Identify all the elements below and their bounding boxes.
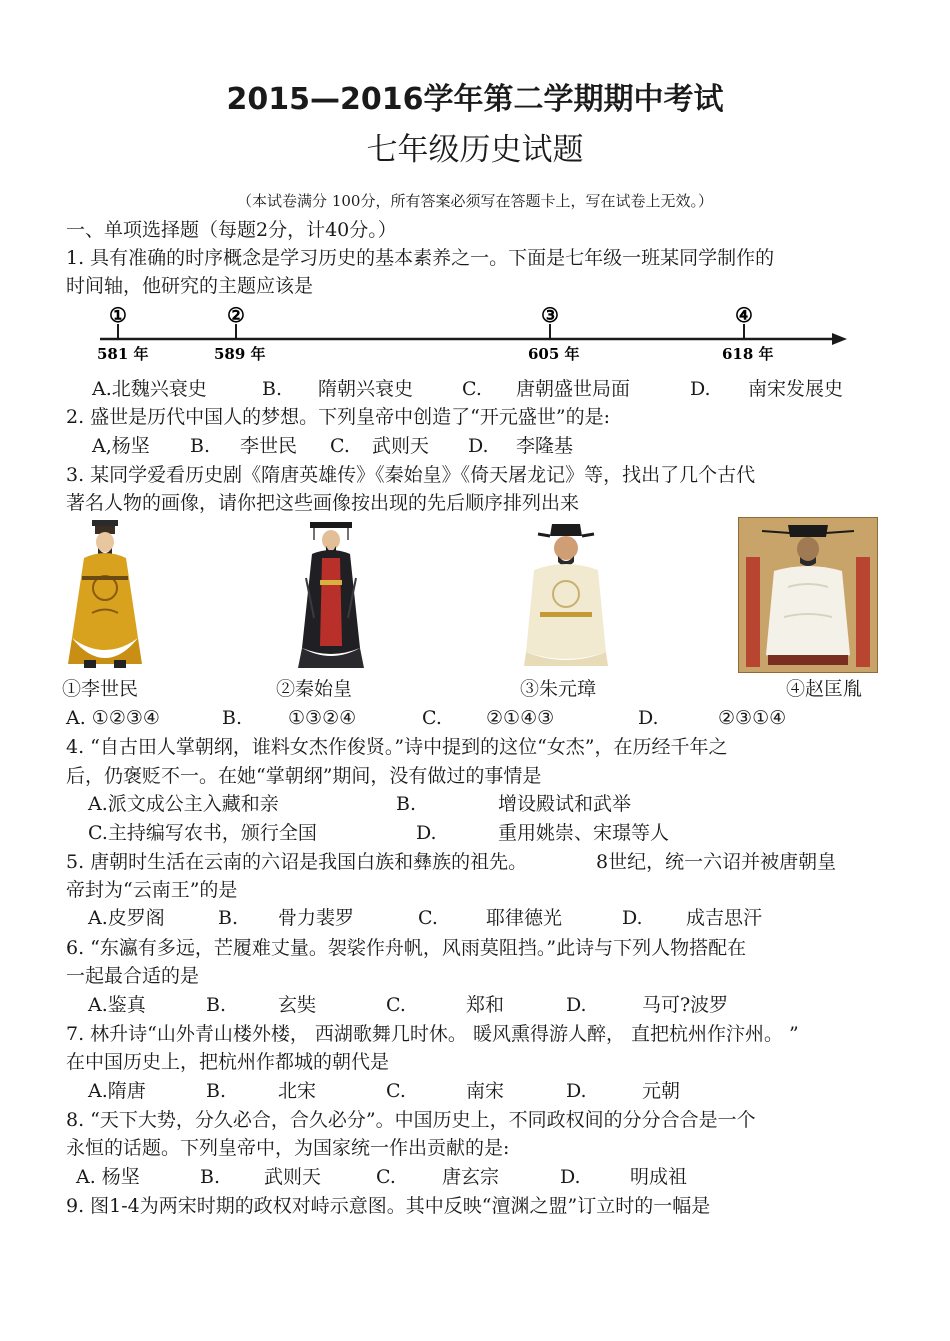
q4-line1: 4. “自古田人掌朝纲，谁料女杰作俊贤。”诗中提到的这位“女杰”，在历经千年之 (66, 736, 728, 758)
timeline-mark-4 (722, 303, 774, 363)
q1-option-c-letter[interactable]: C. (462, 378, 482, 400)
exam-subtitle: 七年级历史试题 (366, 132, 584, 168)
portrait-qin-shihuang (292, 518, 370, 670)
portrait-li-shimin (62, 518, 148, 670)
q1-line1: 1. 具有准确的时序概念是学习历史的基本素养之一。下面是七年级一班某同学制作的 (66, 247, 775, 269)
q5-option-a[interactable]: A.皮罗阁 (88, 907, 165, 929)
q6-option-b[interactable]: 玄奘 (278, 994, 317, 1016)
q5-option-c[interactable]: 耶律德光 (486, 907, 563, 929)
q5-line1: 5. 唐朝时生活在云南的六诏是我国白族和彝族的祖先。 (66, 851, 528, 873)
q5-option-b[interactable]: 骨力裴罗 (278, 907, 355, 929)
q1-option-b[interactable]: 隋朝兴衰史 (318, 378, 414, 400)
q1-option-b-letter[interactable]: B. (262, 378, 283, 400)
q2-option-b[interactable]: 李世民 (240, 435, 298, 457)
q8-option-c[interactable]: 唐玄宗 (442, 1166, 500, 1188)
q5-line1-continued: 8世纪，统一六诏并被唐朝皇 (596, 851, 837, 873)
q1-option-c[interactable]: 唐朝盛世局面 (516, 378, 631, 400)
q6-option-b-letter[interactable]: B. (206, 994, 227, 1016)
q2-option-b-letter[interactable]: B. (190, 435, 211, 457)
q2-line1: 2. 盛世是历代中国人的梦想。下列皇帝中创造了“开元盛世”的是: (66, 406, 610, 428)
q7-option-d[interactable]: 元朝 (642, 1080, 681, 1102)
q3-line1: 3. 某同学爱看历史剧《隋唐英雄传》《秦始皇》《倚天屠龙记》等，找出了几个古代 (66, 464, 756, 486)
q4-option-b[interactable]: 增设殿试和武举 (498, 793, 632, 815)
q6-option-c[interactable]: 郑和 (466, 994, 505, 1016)
q4-option-a[interactable]: A.派文成公主入藏和亲 (88, 793, 279, 815)
q5-line2: 帝封为“云南王”的是 (66, 879, 238, 901)
q5-option-d[interactable]: 成吉思汗 (686, 907, 763, 929)
q7-line1: 7. 林升诗“山外青山楼外楼， 西湖歌舞几时休。 暖风熏得游人醉， 直把杭州作汴州。 ” (66, 1023, 799, 1045)
svg-text:589 年: 589 年 (214, 345, 266, 363)
q1-timeline (92, 302, 852, 366)
q8-line2: 永恒的话题。下列皇帝中，为国家统一作出贡献的是: (66, 1137, 510, 1159)
q8-option-b[interactable]: 武则天 (264, 1166, 322, 1188)
q3-option-c-letter[interactable]: C. (422, 707, 442, 729)
svg-text:③: ③ (541, 303, 559, 327)
q4-option-c[interactable]: C.主持编写农书，颁行全国 (88, 822, 317, 844)
q5-option-d-letter[interactable]: D. (622, 907, 643, 929)
q8-option-d-letter[interactable]: D. (560, 1166, 581, 1188)
q3-option-b-letter[interactable]: B. (222, 707, 243, 729)
svg-text:605 年: 605 年 (528, 345, 580, 363)
portrait-zhu-yuanzhang (520, 520, 612, 668)
q3-caption-4: ④赵匡胤 (786, 678, 863, 700)
exam-title: 2015—2016学年第二学期期中考试 (226, 82, 724, 117)
q4-option-d-letter[interactable]: D. (416, 822, 437, 844)
q7-option-c[interactable]: 南宋 (466, 1080, 505, 1102)
q3-caption-3: ③朱元璋 (520, 678, 597, 700)
q2-option-d-letter[interactable]: D. (468, 435, 489, 457)
q3-option-d-letter[interactable]: D. (638, 707, 659, 729)
timeline-mark-1 (97, 303, 149, 363)
q6-option-a[interactable]: A.鉴真 (88, 994, 146, 1016)
svg-text:618 年: 618 年 (722, 345, 774, 363)
exam-note: （本试卷满分 100分，所有答案必须写在答题卡上，写在试卷上无效。） (237, 192, 713, 210)
q9-line1: 9. 图1-4为两宋时期的政权对峙示意图。其中反映“澶渊之盟”订立时的一幅是 (66, 1195, 711, 1217)
q4-line2: 后，仍褒贬不一。在她“掌朝纲”期间，没有做过的事情是 (66, 765, 542, 787)
q6-line1: 6. “东瀛有多远，芒履难丈量。袈裟作舟帆，风雨莫阻挡。”此诗与下列人物搭配在 (66, 937, 747, 959)
q3-caption-2: ②秦始皇 (276, 678, 353, 700)
q3-option-c[interactable]: ②①④③ (486, 707, 555, 729)
q3-caption-1: ①李世民 (62, 678, 139, 700)
q2-option-c[interactable]: 武则天 (372, 435, 430, 457)
q7-option-d-letter[interactable]: D. (566, 1080, 587, 1102)
q7-line2: 在中国历史上，把杭州作都城的朝代是 (66, 1051, 390, 1073)
q1-option-a[interactable]: A.北魏兴衰史 (92, 378, 207, 400)
q5-option-b-letter[interactable]: B. (218, 907, 239, 929)
q8-option-c-letter[interactable]: C. (376, 1166, 396, 1188)
q1-line2: 时间轴，他研究的主题应该是 (66, 275, 314, 297)
q2-option-d[interactable]: 李隆基 (516, 435, 574, 457)
q6-option-d-letter[interactable]: D. (566, 994, 587, 1016)
q7-option-b[interactable]: 北宋 (278, 1080, 317, 1102)
q6-option-d[interactable]: 马可?波罗 (642, 994, 729, 1016)
q8-option-b-letter[interactable]: B. (200, 1166, 221, 1188)
q2-option-a[interactable]: A,杨坚 (92, 435, 150, 457)
q8-option-d[interactable]: 明成祖 (630, 1166, 688, 1188)
q1-option-d[interactable]: 南宋发展史 (748, 378, 844, 400)
q6-option-c-letter[interactable]: C. (386, 994, 406, 1016)
q4-option-d[interactable]: 重用姚崇、宋璟等人 (498, 822, 670, 844)
q3-line2: 著名人物的画像，请你把这些画像按出现的先后顺序排列出来 (66, 492, 580, 514)
svg-text:④: ④ (735, 303, 753, 327)
timeline-mark-2 (214, 303, 266, 363)
q3-option-d[interactable]: ②③①④ (718, 707, 787, 729)
q7-option-a[interactable]: A.隋唐 (88, 1080, 146, 1102)
svg-text:①: ① (109, 303, 127, 327)
q7-option-c-letter[interactable]: C. (386, 1080, 406, 1102)
q2-option-c-letter[interactable]: C. (330, 435, 350, 457)
timeline-arrow-icon (832, 333, 847, 345)
q5-option-c-letter[interactable]: C. (418, 907, 438, 929)
q7-option-b-letter[interactable]: B. (206, 1080, 227, 1102)
q1-option-d-letter[interactable]: D. (690, 378, 711, 400)
q6-line2: 一起最合适的是 (66, 965, 200, 987)
timeline-mark-3 (528, 303, 580, 363)
svg-text:581 年: 581 年 (97, 345, 149, 363)
q8-line1: 8. “天下大势，分久必合，合久必分”。中国历史上，不同政权间的分分合合是一个 (66, 1109, 756, 1131)
q3-option-a[interactable]: A. ①②③④ (66, 707, 160, 729)
svg-text:②: ② (227, 303, 245, 327)
section-heading: 一、单项选择题（每题2分，计40分。） (66, 219, 397, 241)
q4-option-b-letter[interactable]: B. (396, 793, 417, 815)
q8-option-a[interactable]: A. 杨坚 (76, 1166, 140, 1188)
q3-option-b[interactable]: ①③②④ (288, 707, 357, 729)
portrait-zhao-kuangyin (738, 517, 878, 673)
